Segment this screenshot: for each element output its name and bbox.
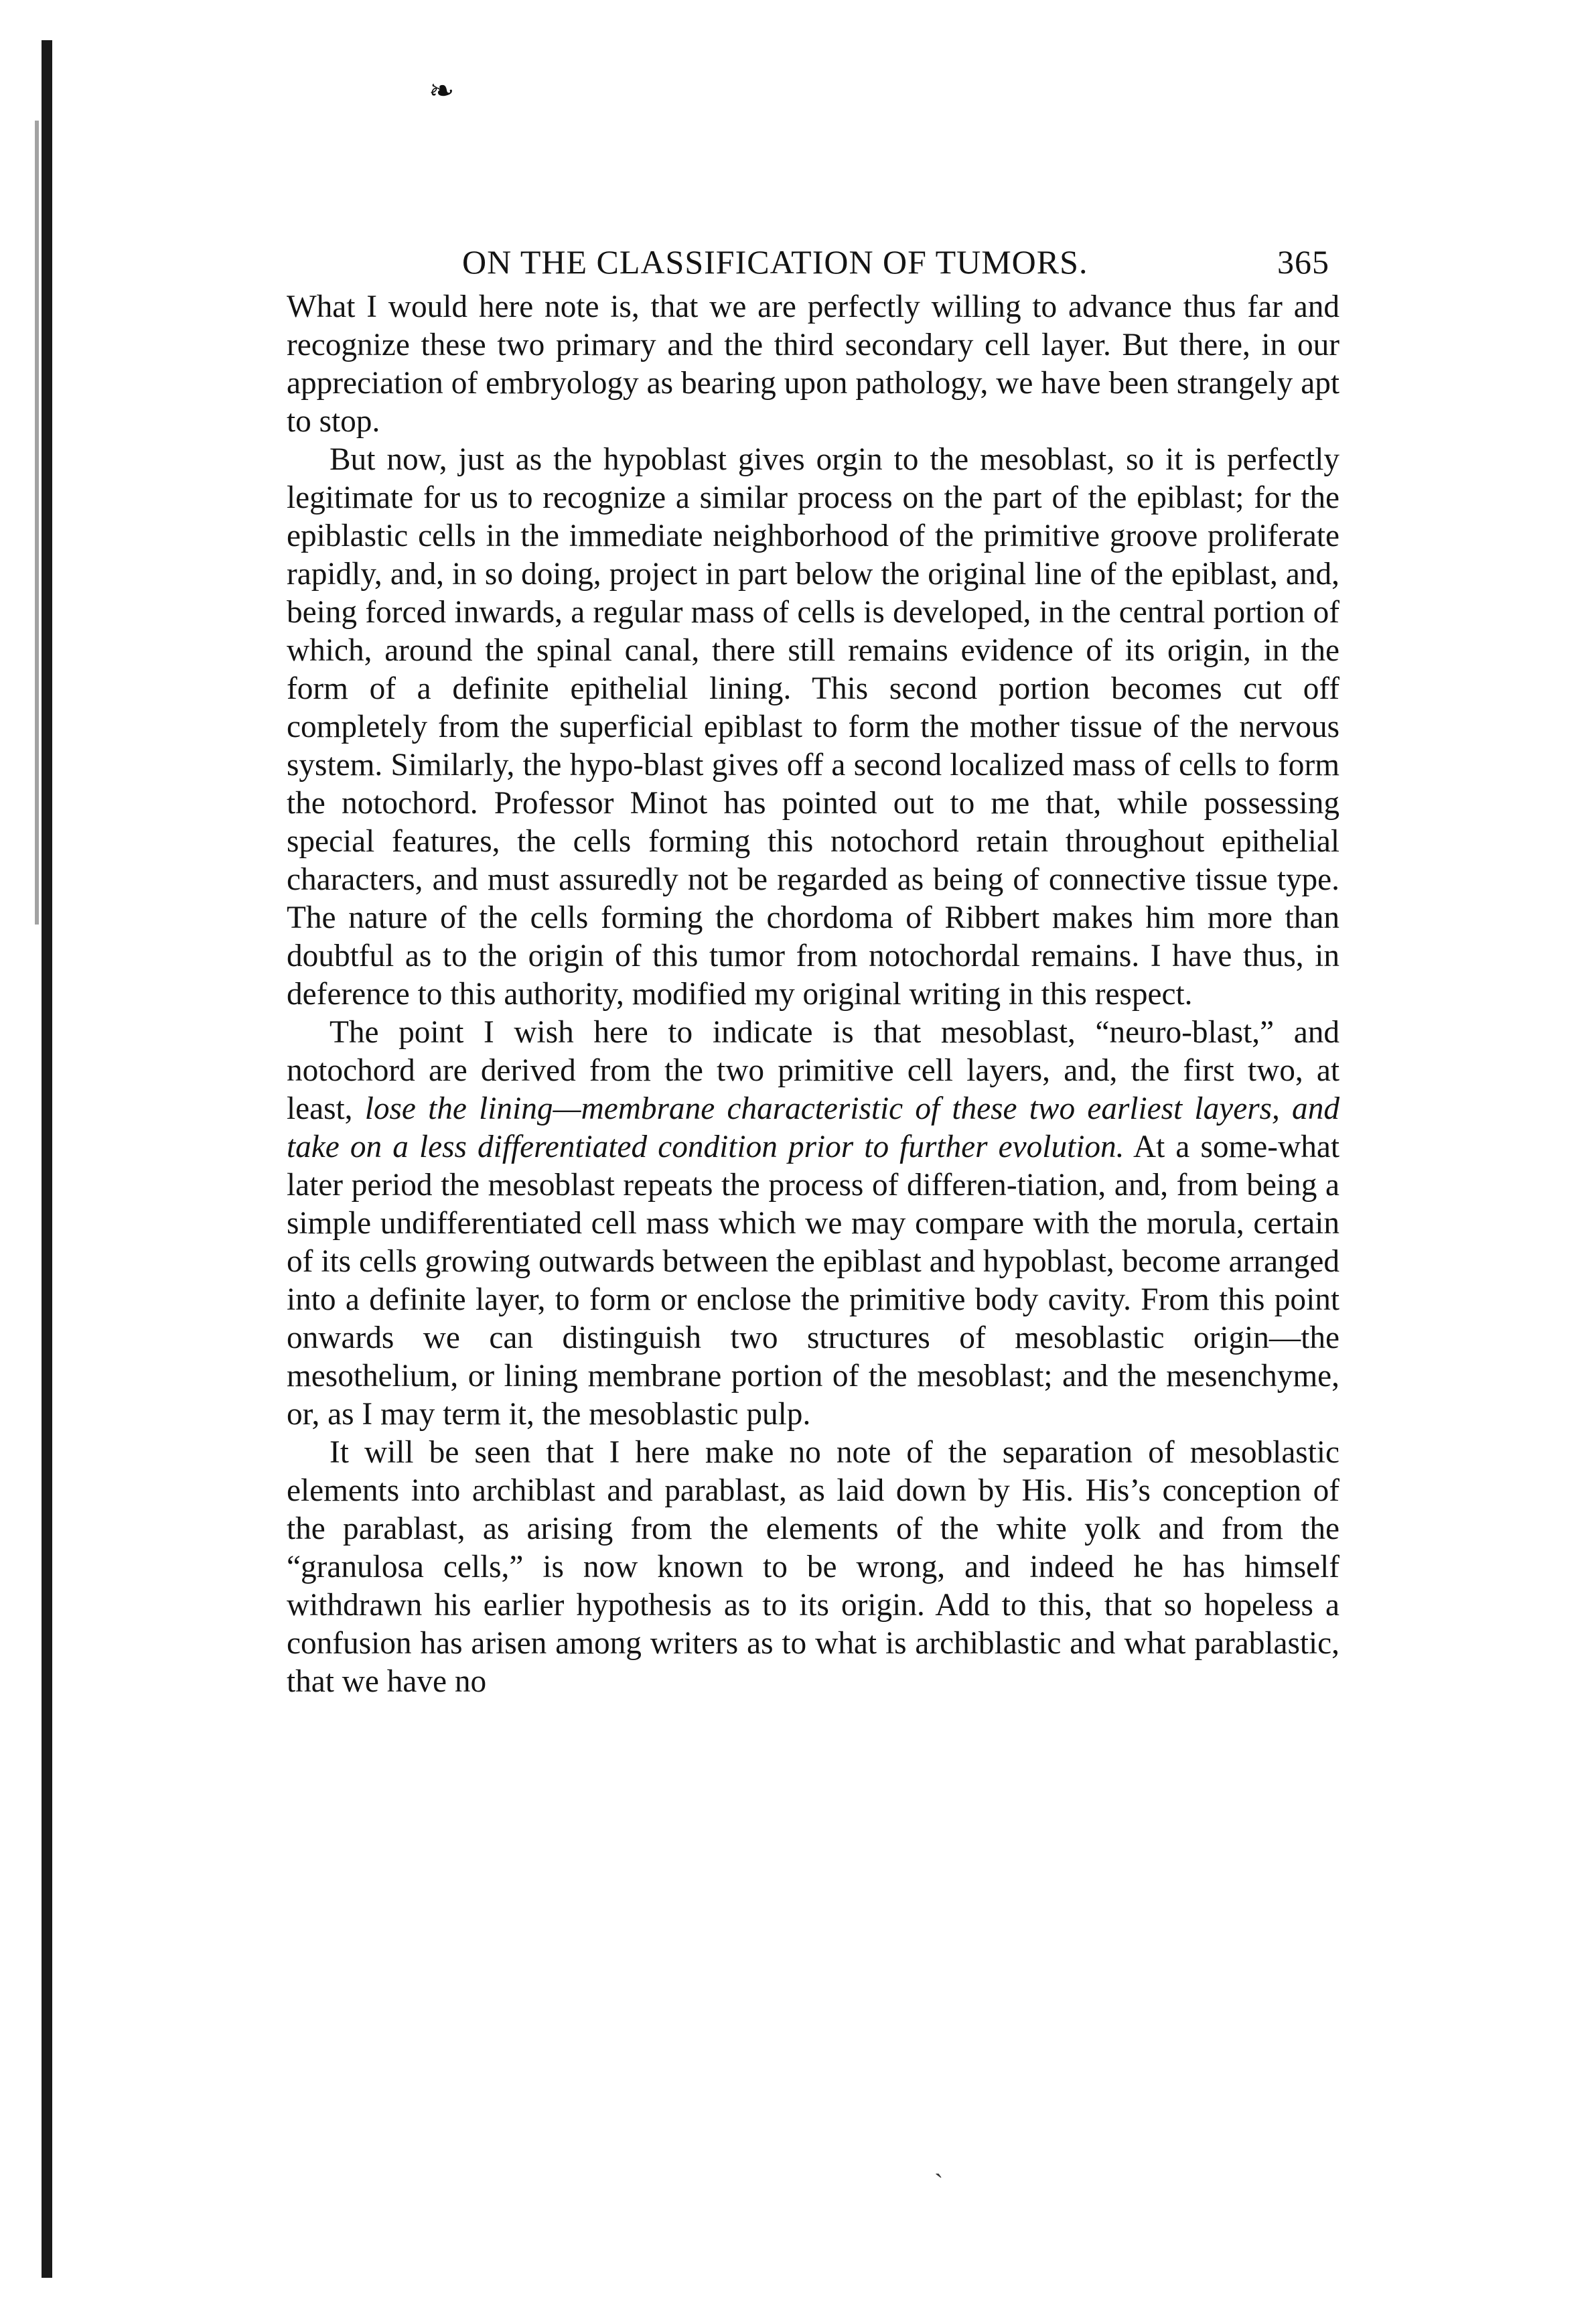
ornament-icon: ❧: [429, 74, 455, 108]
paragraph-text: At a some-what later period the mesoblast repeats the process of differen-tiation, and, from being a simple undifferentiated cell mass which we may compare with the morula, certain of its cells growing outwards between the epiblast and hypoblast, become arranged into a definite layer, to form or enclose the primitive body cavity. From this point onwards we can distinguish two structures of mesoblastic origin—the mesothelium, or lining membrane portion of the mesoblast; and the mesenchyme, or, as I may term it, the mesoblastic pulp.: [287, 1130, 1339, 1432]
running-title: ON THE CLASSIFICATION OF TUMORS.: [462, 243, 1088, 281]
binding-edge-stain: [35, 121, 39, 925]
paragraph-text: It will be seen that I here make no note of the separation of mesoblastic elements into archiblast and parablast, as laid down by His. His’s conception of the parablast, as arising from the elements of the white yolk and from the “granulosa cells,” is now known to be wrong, and indeed he has himself withdrawn his earlier hypothesis as to its origin. Add to this, that so hopeless a confusion has arisen among writers as to what is archiblastic and what parablastic, that we have no: [287, 1435, 1339, 1699]
ink-speck: ˏ: [934, 2148, 944, 2178]
paragraph: [287, 1434, 1339, 1701]
page-number: 365: [1277, 243, 1329, 281]
paragraph: [287, 288, 1339, 441]
paragraph-text: The point I wish here to indicate is that mesoblast, “neuro-blast,” and notochord are derived from the two primitive cell layers, and, the first two, at least,: [287, 1015, 1339, 1126]
binding-edge-shadow: [42, 40, 52, 2278]
page-body: [287, 288, 1339, 1701]
paragraph-text: What I would here note is, that we are perfectly willing to advance thus far and recognize these two primary and the third secondary cell layer. But there, in our appreciation of embryology as bearing upon pathology, we have been strangely apt to stop.: [287, 289, 1339, 439]
paragraph-text: But now, just as the hypoblast gives orgin to the mesoblast, so it is perfectly legitimate for us to recognize a similar process on the part of the epiblast; for the epiblastic cells in the immediate neighborhood of the primitive groove proliferate rapidly, and, in so doing, project in part below the original line of the epiblast, and, being forced inwards, a regular mass of cells is developed, in the central portion of which, around the spinal canal, there still remains evidence of its origin, in the form of a definite epithelial lining. This second portion becomes cut off completely from the superficial epiblast to form the mother tissue of the nervous system. Similarly, the hypo-blast gives off a second localized mass of cells to form the notochord. Professor Minot has pointed out to me that, while possessing special features, the cells forming this notochord retain throughout epithelial characters, and must assuredly not be regarded as being of connective tissue type. The nature of the cells forming the chordoma of Ribbert makes him more than doubtful as to the origin of this tumor from notochordal remains. I have thus, in deference to this authority, modified my original writing in this respect.: [287, 442, 1339, 1012]
paragraph: [287, 441, 1339, 1014]
italic-passage: lose the lining—membrane characteristic of these two earliest layers, and take on a less differentiated condition prior to further evolution.: [287, 1091, 1340, 1164]
paragraph: [287, 1014, 1339, 1434]
